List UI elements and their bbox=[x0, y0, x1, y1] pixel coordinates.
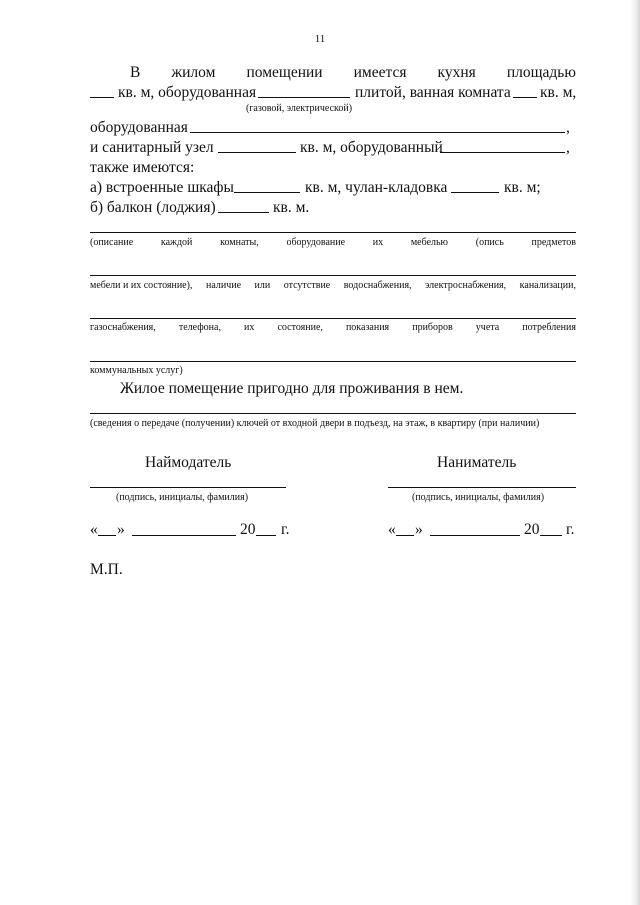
landlord-date-close-quote: » bbox=[117, 521, 125, 538]
caption-word: их bbox=[244, 322, 255, 333]
word: помещении bbox=[246, 64, 323, 81]
caption-word: водоснабжения, bbox=[343, 280, 412, 291]
caption-word: канализации, bbox=[519, 280, 576, 291]
bathroom-area-field[interactable] bbox=[513, 97, 537, 98]
tenant-day-field[interactable] bbox=[396, 535, 414, 536]
page-edge-shadow bbox=[630, 0, 640, 905]
pantry-unit-label: кв. м; bbox=[504, 179, 541, 196]
toilet-area-field[interactable] bbox=[218, 152, 296, 153]
caption-word: электроснабжения, bbox=[425, 280, 507, 291]
kitchen-area-field[interactable] bbox=[90, 97, 114, 98]
bathroom-area-label: кв. м, bbox=[540, 84, 577, 101]
description-caption-line-2 bbox=[90, 281, 576, 291]
tenant-signature-field[interactable] bbox=[388, 487, 576, 488]
tenant-year-prefix: 20 bbox=[524, 521, 540, 538]
description-field-4[interactable] bbox=[90, 361, 576, 362]
keys-transfer-caption: (сведения о передаче (получении) ключей от входной двери в подъезд, на этаж, в квартиру (при наличии) bbox=[90, 418, 540, 429]
tenant-year-field[interactable] bbox=[540, 535, 562, 536]
word: площадью bbox=[506, 64, 576, 81]
caption-word: или bbox=[254, 280, 271, 291]
keys-transfer-field[interactable] bbox=[90, 413, 576, 414]
kitchen-area-label: кв. м, оборудованная bbox=[118, 84, 257, 101]
caption-word: приборов bbox=[412, 322, 453, 333]
tenant-title: Наниматель bbox=[437, 454, 517, 471]
stamp-place-label: М.П. bbox=[90, 561, 123, 578]
built-in-closets-label: а) встроенные шкафы bbox=[90, 179, 234, 196]
word: имеется bbox=[353, 64, 407, 81]
stove-type-field[interactable] bbox=[258, 97, 350, 98]
caption-word: мебелью bbox=[410, 237, 449, 248]
balcony-unit-label: кв. м. bbox=[273, 199, 310, 216]
caption-word: газоснабжения, bbox=[90, 322, 156, 333]
caption-word: предметов bbox=[531, 237, 576, 248]
description-field-3[interactable] bbox=[90, 318, 576, 319]
tenant-date-close-quote: » bbox=[415, 521, 423, 538]
also-present-label: также имеются: bbox=[90, 159, 195, 176]
comma: , bbox=[566, 139, 570, 156]
description-caption-line-3 bbox=[90, 323, 576, 333]
tenant-year-suffix: г. bbox=[566, 521, 575, 538]
stove-type-hint: (газовой, электрической) bbox=[246, 103, 353, 114]
word: В bbox=[130, 64, 141, 81]
toilet-label: и санитарный узел bbox=[90, 139, 214, 156]
landlord-date-open-quote: « bbox=[90, 521, 98, 538]
fit-for-living-statement: Жилое помещение пригодно для проживания в нем. bbox=[120, 380, 464, 397]
stove-label: плитой, ванная комната bbox=[355, 84, 511, 101]
caption-word: каждой bbox=[160, 237, 193, 248]
word: кухня bbox=[437, 64, 476, 81]
caption-word: (описание bbox=[90, 237, 134, 248]
caption-word: состояние, bbox=[277, 322, 323, 333]
bathroom-equipped-label: оборудованная bbox=[90, 119, 188, 136]
pantry-label: кв. м, чулан-кладовка bbox=[305, 179, 448, 196]
paragraph-line-1 bbox=[130, 65, 576, 81]
bathroom-equipment-field[interactable] bbox=[190, 132, 565, 133]
caption-word: показания bbox=[345, 322, 390, 333]
landlord-signature-caption: (подпись, инициалы, фамилия) bbox=[116, 492, 249, 503]
description-caption-line-1 bbox=[90, 238, 576, 248]
balcony-area-field[interactable] bbox=[218, 212, 269, 213]
caption-word: учета bbox=[475, 322, 500, 333]
comma: , bbox=[566, 119, 570, 136]
caption-word: комнаты, bbox=[220, 237, 259, 248]
caption-word: телефона, bbox=[178, 322, 221, 333]
landlord-year-field[interactable] bbox=[256, 535, 276, 536]
description-field-2[interactable] bbox=[90, 275, 576, 276]
landlord-title: Наймодатель bbox=[145, 454, 232, 471]
caption-word: их bbox=[372, 237, 384, 248]
balcony-label: б) балкон (лоджия) bbox=[90, 199, 216, 216]
tenant-date-open-quote: « bbox=[388, 521, 396, 538]
description-caption-line-4: коммунальных услуг) bbox=[90, 365, 183, 376]
caption-word: (опись bbox=[475, 237, 504, 248]
landlord-signature-field[interactable] bbox=[90, 487, 286, 488]
tenant-signature-caption: (подпись, инициалы, фамилия) bbox=[412, 492, 545, 503]
description-field-1[interactable] bbox=[90, 232, 576, 233]
pantry-area-field[interactable] bbox=[451, 192, 499, 193]
word: жилом bbox=[171, 64, 216, 81]
caption-word: наличие bbox=[205, 280, 242, 291]
toilet-equipped-label: кв. м, оборудованный bbox=[300, 139, 443, 156]
landlord-month-field[interactable] bbox=[132, 535, 236, 536]
caption-word: отсутствие bbox=[283, 280, 331, 291]
closets-area-field[interactable] bbox=[234, 192, 300, 193]
page-number: 11 bbox=[314, 33, 326, 45]
caption-word: мебели и их состояние), bbox=[90, 280, 193, 291]
toilet-equipment-field[interactable] bbox=[440, 152, 565, 153]
landlord-year-prefix: 20 bbox=[240, 521, 256, 538]
caption-word: оборудование bbox=[286, 237, 346, 248]
caption-word: потребления bbox=[522, 322, 576, 333]
tenant-month-field[interactable] bbox=[430, 535, 520, 536]
landlord-day-field[interactable] bbox=[98, 535, 116, 536]
landlord-year-suffix: г. bbox=[281, 521, 290, 538]
